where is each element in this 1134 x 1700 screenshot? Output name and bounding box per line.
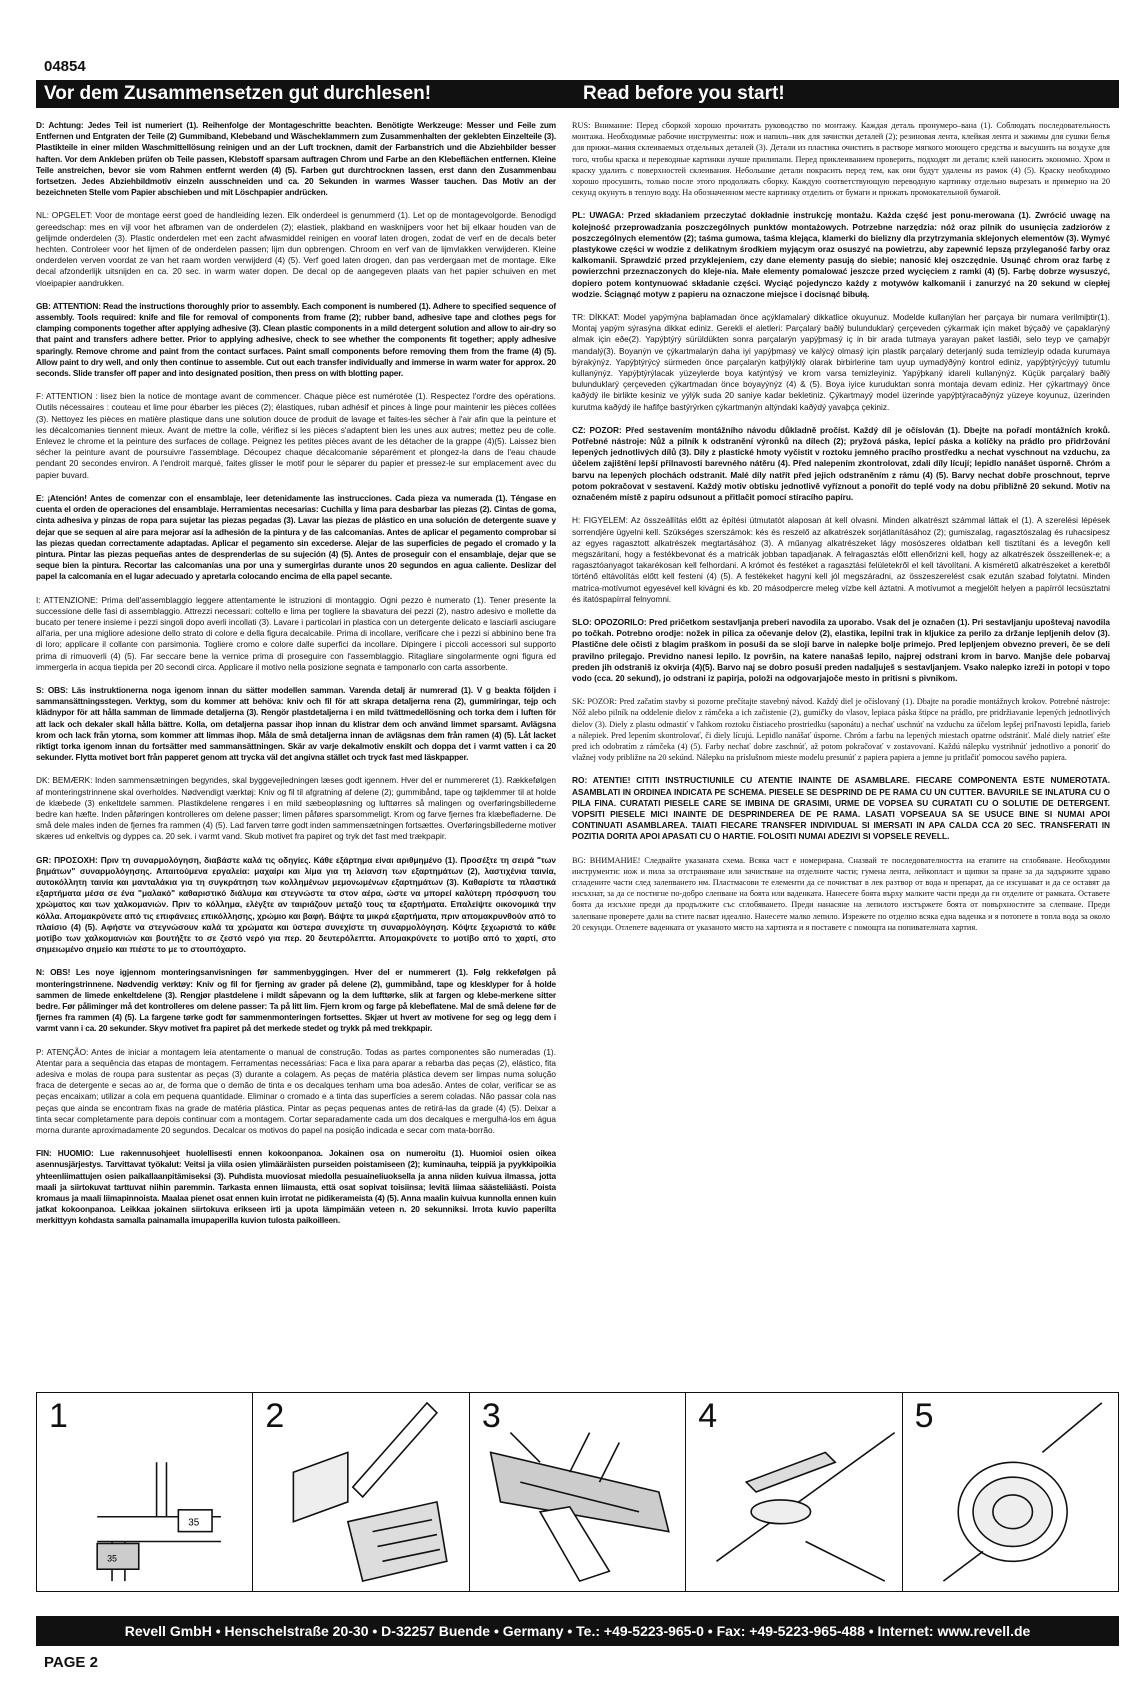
knife-and-file-icon (253, 1393, 468, 1591)
step-1 (37, 1393, 253, 1591)
instructions-ro: RO: ATENTIE! CITITI INSTRUCTIUNILE CU ATENTIE INAINTE DE ASAMBLARE. FIECARE COMPONENTA ESTE NUMEROTATA. ASAMBLATI IN ORDINEA INDICATA PE SCHEMA. PIESELE SE DESPRIND DE PE RAMA CU UN CUTTER. BAVURILE SE INLATURA CU O PILA FINA. CURATATI PIESELE CARE SE IMBINA DE GRASIMI, URME DE VOPSEA SU CURATATI CU O SOLUTIE DE DETERGENT. VOPSITI PIESELE MICI INAINTE DE DESPRINDEREA DE PE RAMA. LASATI VOPSEAUA SA SE USUCE BINE SI NUMAI APOI CONTINUATI ASAMBLAREA. TAIATI FIECARE TRANSFER INDIVIDUAL SI IMERSATI IN APA CALDA CCA 20 SEC. TRANSFERATI IN POZITIA DORITA APOI APASATI CU O HARTIE. FOLOSITI NUMAI ADEZIVI SI VOPSELE REVELL. (572, 775, 1110, 842)
step-3 (470, 1393, 686, 1591)
step-1-number: 1 (49, 1397, 68, 1435)
instructions-fr: F: ATTENTION : lisez bien la notice de montage avant de commencer. Chaque pièce est numérotée (1). Respectez l'ordre des opérations. Outils nécessaires : couteau et lime pour ébarber les pièces (2); élastiques, ruban adhésif et pinces à linge pour maintenir les pièces collées (3). Nettoyez les pièces en matière plastique dans une solution douce de produit de lavage et faites-les sécher à l'air afin que la peinture et les décalcomanies tiennent mieux. Avant de mettre la colle, vérifiez si les pièces s'adaptent bien les unes aux autres; mettez peu de colle. Enlevez le chrome et la peinture des surfaces de collage. Peignez les petites pièces avant de les détacher de la grappe (4)(5). Laissez bien sécher la peinture avant de poursuivre l'assemblage. Découpez chaque décalcomanie séparément et plongez-la dans de l'eau chaude pendant 20 secondes environ. A l'endroit marqué, faites glisser le motif pour le séparer du papier et pressez-le sur emplacement avec du papier buvard. (36, 391, 556, 480)
instructions-nl: NL: OPGELET: Voor de montage eerst goed de handleiding lezen. Elk onderdeel is genummerd (1). Let op de montagevolgorde. Benodigd gereedschap: mes en vijl voor het afbramen van de onderdelen (2); elastiek, plakband en wasknijpers voor het bij elkaar houden van de gelijmde onderdelen (3). Plastic onderdelen met een zacht afwasmiddel reinigen en vooraf laten drogen, zodat de verf en de decals beter hechten. Controleer voor het lijmen of de onderdelen passen; lijm dun opbrengen. Chroom en verf van de lijmvlakken verwijderen. Kleine onderdelen verven voordat ze van het raam worden verwijderd (4) (5). Verf goed laten drogen, dan pas verdergaan met de montage. Elke decal afzonderlijk uitsnijden en ca. 20 sec. in warm water dopen. De decal op de aangegeven plaats van het papier schuiven en met vloeipapier aandrukken. (36, 210, 556, 288)
instructions-n: N: OBS! Les noye igjennom monteringsanvisningen før sammenbyggingen. Hver del er nummerert (1). Følg rekkefølgen på monteringstrinnene. Nødvendig verktøy: Kniv og fil for fjerning av grader på delene (2), gummibånd, tape og klesklyper for å holde sammen de limede enkeltdelene (3). Rengjør plastdelene i mildt såpevann og la dem lufttørke, slik at fargen og klebe-merkene sitter bedre. Før påliminger må det kontrolleres om delene passer: Ta på litt lim. Fjern krom og farge på klebeflatene. Mal de små delene før de fjernes fra rammen (4) (5). La fargene tørke godt før sammenmonteringen fortsettes. Skjær ut hvert av motivene for seg og legg dem i varmt vann i ca. 20 sekunder. Skyv motivet fra papiret på det merkede stedet og trykk på med trekkpapir. (36, 967, 556, 1034)
step-2 (253, 1393, 469, 1591)
footer-address: Revell GmbH • Henschelstraße 20-30 • D-32257 Buende • Germany • Te.: +49-5223-965-0 • Fax: +49-5223-965-488 • Internet: www.revell.de (36, 1616, 1119, 1646)
instructions-p: P: ATENÇÃO: Antes de iniciar a montagem leia atentamente o manual de construção. Todas as partes componentes são numeradas (1). Atentar para a sequência das etapas de montagem. Ferramentas necessárias: Faca e lixa para aparar a rebarba das peças (2), elástico, fita adesiva e molas de roupa para sustentar as peças (3) durante a colagem. As peças de matéria plástica devem ser limpas numa solução fraca de detergente e secas ao ar, de forma que o demão de tinta e os decalques tenham uma boa adesão. Antes de colar, verificar se as peças encaixam; utilizar a cola em pequena quantidade. Eliminar o cromado e a tinta das superfícies a serem coladas. Não passar cola nas peças que ainda se encontram fixas na grade de matéria plástica. Pintar as peças pequenas antes de retirá-las da grade (4) (5). Deixar a tinta secar completamente para depois continuar com a montagem. Cortar separadamente cada um dos decalques e mergulhá-los em água morna durante aproximadamente 20 segundos. Decalcar os motivos do papel na posição indicada e secar com mata-borrão. (36, 1046, 556, 1136)
step-2-number: 2 (265, 1397, 285, 1435)
decal-in-water-icon (903, 1393, 1118, 1591)
instructions-s: S: OBS: Läs instruktionerna noga igenom innan du sätter modellen samman. Varenda detalj är numrerad (1). V g beakta följden i sammansättningsstegen. Verktyg, som du kommer att behöva: kniv och fil för att skrapa detaljerna rena (2), gummiringar, tejp och klädnypor för att hålla samman de limmade detaljerna (3). Rengör plastdetaljerna i en mild tvättmedellösning och torka dem i luften för att lack och dekaler skall hålla bättre. Kolla, om detaljerna passar ihop innan du klistrar dem och använd limmet sparsamt. Avlägsna krom och lack från ytorna, som kommer att limmas ihop. Måla de små detaljerna innan de avlägsnas dem från ramen (4) (5). Låt lacket riktigt torka igenom innan du fortsätter med sammansättningen. Skär av varje dekalmotiv enskilt och doppa det i varmt vatten i ca 20 sekunder. Flytta motivet bort från papperet genom att trycka väl det angivna stället och tryck fast med läskpapper. (36, 684, 556, 763)
kit-number: 04854 (44, 58, 86, 75)
step-5 (903, 1393, 1118, 1591)
painting-small-parts-icon (686, 1393, 901, 1591)
title-english: Read before you start! (575, 80, 1119, 108)
step-4-number: 4 (698, 1397, 718, 1435)
step-5-number: 5 (914, 1397, 934, 1435)
instructions-pl: PL: UWAGA: Przed składaniem przeczytać dokładnie instrukcję montażu. Każda część jest ponu-merowana (1). Zwrócić uwagę na kolejność przeprowadzania poszczególnych punktów montażowych. Potrzebne narzędzia: nóż oraz pilnik do usunięcia zadziorów z poszczególnych elementów (2); taśma gumowa, taśma klejąca, klamerki do bielizny dla przytrzymania sklejonych elementów (3). Wymyć plastykowe części w wodzie z delikatnym środkiem myjącym oraz osuszyć na powietrzu, aby zapewnić lepszą przyleganość farby oraz kalkomanii. Sprawdzić przed przyklejeniem, czy dane elementy pasują do siebie; nanosić klej oszczędnie. Usunąć chrom oraz farbę z powierzchni przeznaczonych do kleje-nia. Małe elementy pomalować jeszcze przed wycięciem z ramki (4) (5). Farbę dobrze wysuszyć, dopiero potem kontynuować składanie części. Wyciąć pojedynczo każdy z motywów kalkomanii i zanurzyć na 20 sekund w ciepłej wodzie. Ściągnąć motyw z papieru na oznaczone miejsce i docisnąć bibułą. (572, 210, 1110, 299)
instructions-es: E: ¡Atención! Antes de comenzar con el ensamblaje, leer detenidamente las instrucciones. Cada pieza va numerada (1). Téngase en cuenta el orden de operaciones del ensamblaje. Herramientas necesarias: Cuchilla y lima para desbarbar las piezas (2). Cintas de goma, cinta adhesiva y pinzas de ropa para sujetar las piezas pegadas (3). Lavar las piezas de plástico en una solución de detergente suave y dejar que se sequen al aire para mejorar así la adhesión de la pintura y de las calcomanías. Antes de aplicar el pegamento comprobar si las piezas quedan correctamente adaptadas. Aplicar el pegamento sin excederse. Alejar de las superficies de pegado el cromado y la pintura. Pintar las piezas pequeñas antes de desprenderlas de su sujeción (4) (5). Antes de proseguir con el ensamblaje, dejar que se seque bien la pintura. Recortar las calcomanías una por una y sumergirlas durante unos 20 segundos en agua caliente. Deslizar del papel la calcomanía en el lugar adecuado y apretarla colocando encima de ella papel secante. (36, 492, 556, 582)
instructions-sk: SK: POZOR: Pred začatím stavby si pozorne prečítajte stavebný návod. Každý diel je očíslovaný (1). Dbajte na poradie montážnych krokov. Potrebné nástroje: Nôž alebo pilník na oddelenie dielov z rámčeka a ich začistenie (2), gumičky do vlasov, lepiaca páska štipce na prádlo, pre pridržiavanie lepených jednotlivých dielov (3). Diely z plastu odmastiť v ľahkom roztoku čistiaceho prostriedku (saponátu) a nechať uschnúť na vzduchu za účelom lepšej priľnavosti lepidla, farieb a nálepiek. Pred lepením skontrolovať, či diely lícujú. Lepidlo nanášať úsporne. Chróm a farbu na lepených miestach opatrne odstrániť. Malé diely natrieť ešte pred ich odobratím z rámčeka (4) (5). Farby nechať dobre zaschnúť, až potom pokračovať v zostavovaní. Každú nálepku vystrihnúť jednotlivo a ponoriť do vlažnej vody približne na 20 sekúnd. Nálepku na príslušnom mieste modelu presunúť z papiera papiera a jemne ju pritlačiť pomocou savého papiera. (572, 697, 1110, 763)
instructions-it: I: ATTENZIONE: Prima dell'assemblaggio leggere attentamente le istruzioni di montaggio. Ogni pezzo è numerato (1). Tener presente la successione delle fasi di assemblaggio. Attrezzi necessari: coltello e lima per togliere la sbavatura dei pezzi (2), nastro adesivo e mollette da bucato per tenere insieme i pezzi singoli dopo averli incollati (3). Lavare i particolari in plastica con un detergente delicato e lasciarli asciugare all'aria, per una migliore adesione dello strato di colore e della figura decalcabile. Prima di incollare, verificare che i pezzi si abbinino bene fra di loro; applicare il collante con parsimonia. Togliere cromo e colore dalle superfici da incollare. Dipingere i piccoli accessori sul supporto prima di rimuoverli (4) (5). Far seccare bene la vernice prima di proseguire con l'assemblaggio. Ritagliare singolarmente ogni figura ed immergerla in acqua tiepida per 20 secondi circa. Applicare il motivo nella posizione segnata e tamponarlo con carta assorbente. (36, 594, 556, 672)
instructions-gr: GR: ΠΡΟΣΟΧΗ: Πριν τη συναρμολόγηση, διαβάστε καλά τις οδηγίες. Κάθε εξάρτημα είναι αριθμημένο (1). Προσέξτε τη σειρά "των βημάτων" συναρμολόγησης. Απαιτούμενα εργαλεία: μαχαίρι και λίμα για τη λείανση των εξαρτημάτων (2), λαστιχένια ταινία, αυτοκόλλητη ταινία και μανταλάκια για τη συγκράτηση των κολλημένων μεμονωμένων εξαρτημάτων (3). Καθαρίστε τα πλαστικά εξαρτήματα μέσα σε ένα "μαλακό" καθαριστικό διάλυμα και στεγνώστε τα στον αέρα, ώστε να μπορεί καλύτερη πρόσφυση του χρώματος και των χαλκομανιών. Πριν το κόλλημα, ελέγξτε αν ταιριάζουν μεταξύ τους τα εξαρτήματα. Επαλείψτε οικονομικά την κόλλα. Απομακρύνετε από τις επιφάνειες επικόλλησης, χρώμιο και βαφή. Βάψτε τα μικρά εξαρτήματα, πριν απομακρυνθούν από το πλαίσιο (4) (5). Αφήστε να στεγνώσουν καλά τα χρώματα και ύστερα συνεχίστε τη συναρμολόγηση. Κόψτε ξεχωριστά το κάθε μοτίβο των χαλκομανιών και βουτήξτε το σε ζεστό νερό για περ. 20 δευτερόλεπτα. Απομακρύνετε το μοτίβο από το χαρτί, στο σημειωμένο σημείο και πιέστε το με το στουπόχαρτο. (36, 854, 556, 955)
instructions-de: D: Achtung: Jedes Teil ist numeriert (1). Reihenfolge der Montageschritte beachten. Benötigte Werkzeuge: Messer und Feile zum Entfernen und Entgraten der Teile (2) Gummiband, Klebeband und Wäscheklammern zum Zusammenhalten der geklebten Einzelteile (3). Plastikteile in einer milden Waschmittellösung reinigen und an der Luft trocknen, damit der Farbanstrich und die Abziehbilder besser haften. Vor dem Ankleben prüfen ob Teile passen, Klebstoff sparsam auftragen Chrom und Farbe an den Klebeflächen entfernen. Kleine Teile anstreichen, bevor sie vom Rahmen entfernt werden (4) (5). Farben gut durchtrocknen lassen, erst dann den Zusammenbau fortsetzen. Jedes Abziehbildmotiv einzeln ausschneiden und ca. 20 Sekunden in warmes Wasser tauchen. Das Motiv an der bezeichneten Stelle vom Papier abschieben und mit Löschpapier andrücken. (36, 120, 556, 198)
instructions-dk: DK: BEMÆRK: Inden sammensætningen begyndes, skal byggevejledningen læses godt igennem. Hver del er nummereret (1). Rækkefølgen af monteringstrinnene skal overholdes. Nødvendigt værktøj: Kniv og fil til afgratning af delene (2); gummibånd, tape og tøjklemmer til at holde de klæbede (3) enkeltdele sammen. Plastikdelene rengøres i en mild sæbeopløsning og lufttørres så malingen og overføringsbillederne bedre kan hæfte. Inden påføringen kontrolleres om delene passer; limen påføres sparsommeligt. Krom og farve fjernes fra klæbefladerne. De små dele males inden de fjernes fra rammen (4) (5). Lad farven tørre godt inden sammensætningen fortsættes. Overføringsbillederne motiver skæres ud enkeltvis og dyppes ca. 20 sek. i varmt vand. Skub motivet fra papiret og tryk det fast med trækpapir. (36, 775, 556, 842)
instructions-tr: TR: DİKKAT: Model yapýmýna baþlamadan önce açýklamalarý dikkatlice okuyunuz. Modelde kullanýlan her parçaya bir numara verilmiþtir(1). Montaj yapým sýrasýna dikkat ediniz. Gerekli el aletleri: Parçalarý baðlý bulunduklarý çerçeveden çýkarmak için maket býçaðý ve çapaklarýný almak için eðe(2). Yapýþtýrý sürüldükten sonra parçalarýn yapýþmasý iç in bir arada tutmaya yarayan paket lastiði, selo teyp ve çamaþýr mandalý(3). Boyanýn ve çýkartmalarýn daha iyi yapýþmasý ve kalýcý olmasý için plastik parçalarý deterjanlý suda temizleyip odada kurumaya býrakýnýz. Yapýþtýrýcý sürmeden önce parçalarýn katþýlýklý olarak birbirlerine tam uyup uymadýðýný kontrol ediniz, yapýþtýrýcýyý tutumlu kullanýnýz. Yapýþtýrýlacak yüzeylerde boya katýntýsý ve krom varsa temizleyiniz. Yapýþkaný idareli kullanýnýz. Küçük parçalarý baðlý bulunduklarý çerçeveden çýkartmadan önce boyayýnýz (4) & (5). Boya iyice kuruduktan sonra montaja devam ediniz. Her çýkartmayý önce kaðýdý ile birlikte kesiniz ve yýlýk suda 20 saniye kadar bekletiniz. Çýkartmayý model üzerinde yapýþtýracaðýnýz yüzeye koyunuz, üzerinden kurutma kaðýdý ile hafifçe bastýrýrken çýkartmanýn altýndaki kaðýdý yavaþça çekiniz. (572, 312, 1110, 412)
instructions-h: H: FIGYELEM: Az összeállítás előtt az építési útmutatót alaposan át kell olvasni. Minden alkatrészt számmal láttak el (1). A szerelési lépések sorrendjére ügyelni kell. Szükséges szerszámok: kés és reszelő az alkatrészek sorjátlanításához (2); gumiszalag, ragasztószalag és ruhacsipesz az egyes ragasztott alkatrészek megtartásához (3). A műanyag alkatrészeket lágy mosószeres oldatban kell tisztítani és a levegőn kell megszáritani, hogy a festékbevonat és a matricák jobban tapadjanak. A felragasztás előtt ellenőrizni kell, hogy az alkatrészek összeillenek-e; a ragasztóanyagot takarékosan kell felhordani. A krómot és festéket a ragasztási felületekről el kell távolítani. A kisméretű alkatrészeket a keretből történő eltávolítás előtt kell festeni (4) (5). A festékeket hagyni kell jól megszáradni, az összeszerelést csak ezután szabad folytatni. Minden matrica-motívumot egyesével kell kivágni és kb. 20 másodpercre meleg vízbe kell áztatni. A motívumot a megjelölt helyen a papírról lecsúsztatni és itatóspapírral felnyomni. (572, 515, 1110, 604)
step-illustrations (36, 1392, 1119, 1592)
instructions-slo: SLO: OPOZORILO: Pred pričetkom sestavljanja preberi navodila za uporabo. Vsak del je označen (1). Pri sestavljanju upoštevaj navodila po točkah. Potrebno orodje: nožek in pilica za očevanje delov (2), elastika, lepilni trak in kljukice za perilo za držanje lepljenih delov (3). Plastične dele očisti z blagim praškom in posuši da se sloji barve in nalepke bolje primejo. Pred lepljenjem obvezno preveri, če se deli pravilno prilegajo. Previdno nanesi lepilo. Iz površin, na katere nanašaš lepilo, najprej odstrani krom in barvo. Manjše dele pobarvaj preden jih odstraniš iz okvirja (4)(5). Barvo naj se dobro posuši preden nadaljuješ s sestavljanjem. Vsako nalepko izreži in potopi v topo vodo (cca. 20 sekund), jo odstrani iz papirja, položi na odgovarjajoče mesto in pritisni s pivnikom. (572, 616, 1110, 683)
step-4 (686, 1393, 902, 1591)
page-number: PAGE 2 (44, 1654, 98, 1671)
step-3-number: 3 (481, 1397, 501, 1435)
instructions-fin: FIN: HUOMIO: Lue rakennusohjeet huolellisesti ennen kokoonpanoa. Jokainen osa on numeroitu (1). Huomioi osien oikea asennusjärjestys. Tarvittavat työkalut: Veitsi ja viila osien ylimääräisten purseiden poistamiseen (2); kuminauha, teippiä ja pyykkipoikia yhteenliimattujen osien paikallaanpitämiseksi (3). Puhdista muoviosat miedolla pesuaineliuoksella ja anna niiden kuivua ilmassa, jotta maali ja siirtokuvat tarttuvat niihin paremmin. Tarkasta ennen liimausta, että osat sopivat toisiinsa; levitä liimaa säästeliäästi. Poista kromaus ja maali liimapinnoista. Maalaa pienet osat ennen kuin irrotat ne pidikerameista (4) (5). Anna maalin kuivua kunnolla ennen kuin jatkat kokoonpanoa. Leikkaa jokainen siirtokuva erikseen irti ja upota lämpimään veteen n. 20 sekunniksi. Irrota kuvio paperilta merkittyyn kohdasta samalla painamalla imupaperilla kuvion tulosta paikoilleen. (36, 1148, 556, 1226)
clamped-glued-parts-icon (470, 1393, 685, 1591)
instructions-gb: GB: ATTENTION: Read the instructions thoroughly prior to assembly. Each component is numbered (1). Adhere to specified sequence of assembly. Tools required: knife and file for removal of components from frame (2); rubber band, adhesive tape and clothes pegs for clamping components together after applying adhesive (3). Clean plastic components in a mild detergent solution and allow to air-dry so that paint and transfers adhere better. Prior to applying adhesive, check to see whether the components fit together; apply adhesive sparingly. Remove chrome and paint from the contact surfaces. Paint small components before removing them from the frame (4) (5). Allow paint to dry well, and only then continue to assemble. Cut out each transfer individually and immerse in warm water for approx. 20 seconds. Slide transfer off paper and into designated position, then press on with blotting paper. (36, 300, 556, 379)
instructions-rus: RUS: Внимание: Перед сборкой хорошо прочитать руководство по монтажу. Каждая деталь пронумеро–вана (1). Соблюдать последовательность монтажа. Необходимые рабочие инструменты: нож и напиль–ник для зачистки деталей (2); резиновая лента, клейкая лента и зажимы для сушки белья для прижи–мания склеиваемых отдельных деталей (3). Детали из пластика очистить в растворе мягкого моющего средства и высушить на воздухе для того, чтобы краска и переводные картинки лучше прилипали. Перед приклеиванием проверить, подходят ли детали; клей наносить экономно. Хром и краску удалить с поверхностей склеивания. Небольшие детали покрасить перед тем, как они будут удалены из рамок (4) (5). Краску необходимо хорошо просушить, только после этого продолжать сборку. Каждую соответствующую переводную картинку отдельно вырезать и примерно на 20 секунд окунуть в теплую воду. На обозначенном месте картинку отделить от бумаги и прижать промокательной бумагой. (572, 121, 1110, 198)
part-label-2: 35 (107, 1553, 118, 1564)
numbered-parts-frame-icon (37, 1393, 252, 1591)
instructions-bg: BG: ВНИМАНИЕ! Следвайте указаната схема. Всяка част е номерирана. Снaзвай те последователността на етапите на сглобяване. Необходими инструменти: нож и пила за отстраняване или зачистване на отделните части; гумена лента, лейкопласт и щипки за пране за да задържите здраво сгладените части след залепването им. Пластмасови те елементи да се почистват в лек разтвор от вода и препарат, да се изсушават и да се оставят да изсъхнат, за да се постигне по-добро слепване на боята или ваденката. Нанесете боята върху малките части преди да ги отделите от рамката. Оставете боята да изсъхне преди да продължите със сглобяването. Преди нанасяне на лепилото изстържете боята от повърхностите за слепване. Преди залепване проверете дали ва стите пасват идеално. Нанесете малко лепило. Изрежете по отделно всяка една ваденка и я потопете в топла вода за около 20 секунди. Отлепете ваденката от указаното място на хартията и я поставете с помощта на попивателната хартия. (572, 855, 1110, 932)
part-label: 35 (188, 1517, 200, 1529)
title-german: Vor dem Zusammensetzen gut durchlesen! (36, 80, 581, 108)
instructions-cz: CZ: POZOR: Před sestavením montážního návodu důkladně pročíst. Každý díl je očíslován (1). Dbejte na pořadí montážních kroků. Potřebné nástroje: Nůž a pilník k odstranění výronků na dílech (2); pryžová páska, lepicí páska a kolíčky na prádlo pro přidržování lepených jednotlivých dílů (3). Díly z plastické hmoty vyčistit v roztoku jemného pracího prostředku a nechat vyschnout na vzduchu, za účelem zajištění lepší přilnavosti barevného nátěru (4). Před nalepením zkontrolovat, zdali díly lícují; lepidlo nanášet úsporně. Chróm a barvu na lepených plochách odstranit. Malé díly natřít před jejich odstraněním z rámu (4) (5). Barvy nechat dobře proschnout, teprve potom pokračovat v sestavení. Každý motiv obtisku jednotlivě vyříznout a ponořit do teplé vody na dobu přibližně 20 sekund. Motiv na označeném místě z papíru odsunout a přitlačit pomocí stíracího papíru. (572, 424, 1110, 503)
